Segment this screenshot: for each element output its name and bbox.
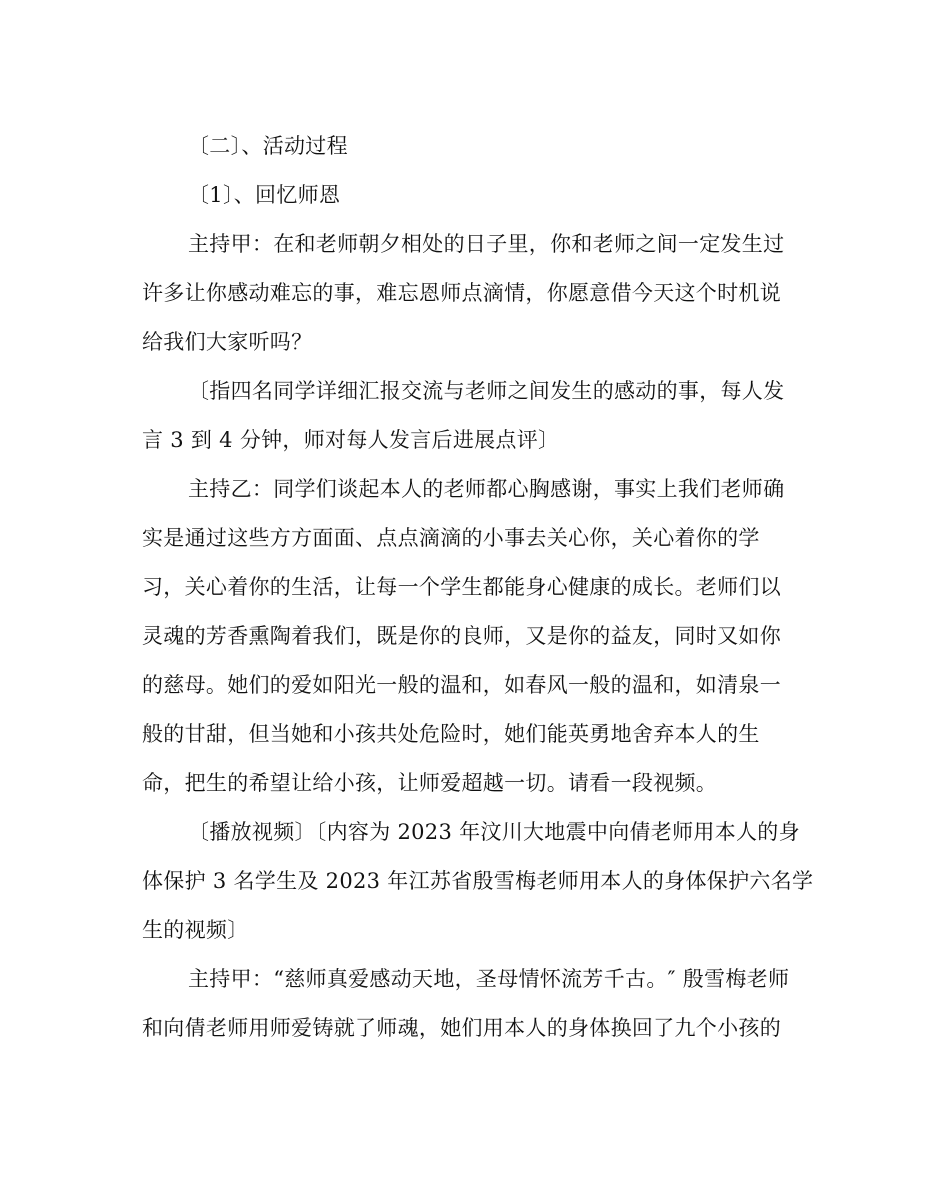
paragraph-line: 许多让你感动难忘的事，难忘恩师点滴情，你愿意借今天这个时机说 — [142, 281, 781, 305]
subsection-heading: 〔1〕、回忆师恩 — [188, 183, 341, 207]
paragraph-line: 习，关心着你的生活，让每一个学生都能身心健康的成长。老师们以 — [142, 575, 781, 599]
paragraph-line: 的慈母。她们的爱如阳光一般的温和，如春风一般的温和，如清泉一 — [142, 673, 781, 697]
paragraph-line: 和向倩老师用师爱铸就了师魂，她们用本人的身体换回了九个小孩的 — [142, 1016, 781, 1040]
paragraph-line: 实是通过这些方方面面、点点滴滴的小事去关心你，关心着你的学 — [142, 526, 760, 550]
paragraph-line: 〔播放视频〕〔内容为 2023 年汶川大地震中向倩老师用本人的身 — [188, 820, 800, 844]
paragraph-line: 体保护 3 名学生及 2023 年江苏省殷雪梅老师用本人的身体保护六名学 — [142, 869, 814, 893]
paragraph-line: 言 3 到 4 分钟，师对每人发言后进展点评〕 — [142, 428, 560, 452]
paragraph-line: 主持甲：“慈师真爱感动天地，圣母情怀流芳千古。″ 殷雪梅老师 — [188, 967, 790, 991]
paragraph-line: 生的视频〕 — [142, 918, 249, 942]
paragraph-line: 般的甘甜，但当她和小孩共处危险时，她们能英勇地舍弃本人的生 — [142, 722, 760, 746]
paragraph-line: 主持乙：同学们谈起本人的老师都心胸感谢，事实上我们老师确 — [188, 477, 785, 501]
paragraph-line: 命，把生的希望让给小孩，让师爱超越一切。请看一段视频。 — [142, 771, 718, 795]
paragraph-line: 主持甲：在和老师朝夕相处的日子里，你和老师之间一定发生过 — [188, 232, 785, 256]
section-heading: 〔二〕、活动过程 — [188, 134, 348, 158]
paragraph-line: 灵魂的芳香熏陶着我们，既是你的良师，又是你的益友，同时又如你 — [142, 624, 781, 648]
paragraph-line: 给我们大家听吗？ — [142, 330, 313, 354]
paragraph-line: 〔指四名同学详细汇报交流与老师之间发生的感动的事，每人发 — [188, 379, 785, 403]
